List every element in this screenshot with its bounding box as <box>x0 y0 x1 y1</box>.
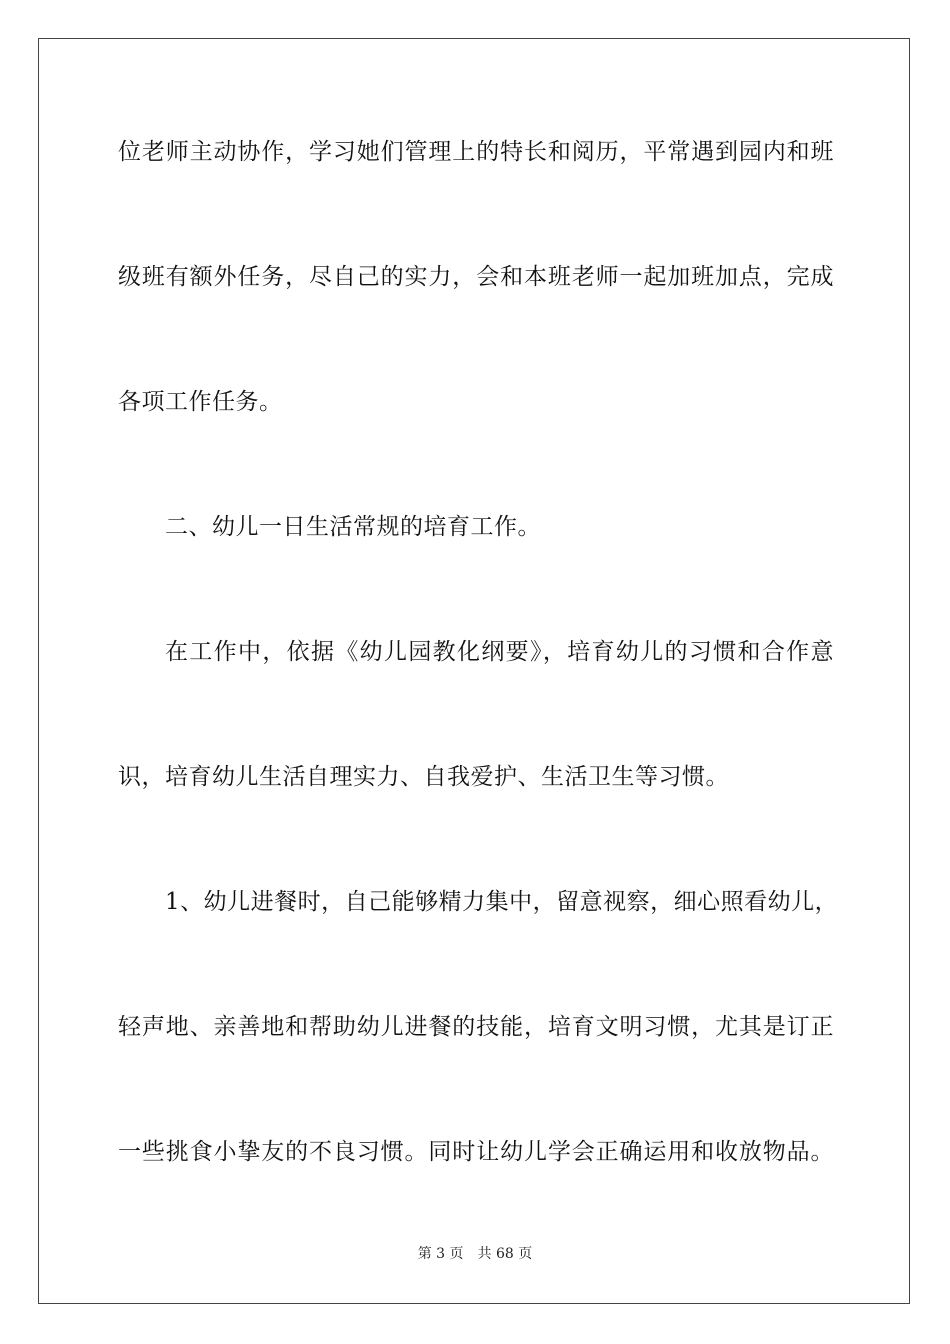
body-text-line-2: 级班有额外任务，尽自己的实力，会和本班老师一起加班加点，完成 <box>118 264 834 290</box>
body-text-line-7: 1、幼儿进餐时，自己能够精力集中，留意视察，细心照看幼儿， <box>165 889 839 915</box>
body-text-line-9: 一些挑食小挚友的不良习惯。同时让幼儿学会正确运用和收放物品。 <box>118 1139 834 1165</box>
body-text-line-8: 轻声地、亲善地和帮助幼儿进餐的技能，培育文明习惯，尤其是订正 <box>118 1014 834 1040</box>
page-border <box>38 38 910 1304</box>
body-text-line-3: 各项工作任务。 <box>118 389 283 415</box>
section-heading: 二、幼儿一日生活常规的培育工作。 <box>165 514 541 540</box>
body-text-line-6: 识，培育幼儿生活自理实力、自我爱护、生活卫生等习惯。 <box>118 764 729 790</box>
body-text-line-1: 位老师主动协作，学习她们管理上的特长和阅历，平常遇到园内和班 <box>118 139 834 165</box>
page-number-footer: 第 3 页 共 68 页 <box>417 1246 533 1262</box>
body-text-line-5: 在工作中，依据《幼儿园教化纲要》，培育幼儿的习惯和合作意 <box>165 639 834 665</box>
